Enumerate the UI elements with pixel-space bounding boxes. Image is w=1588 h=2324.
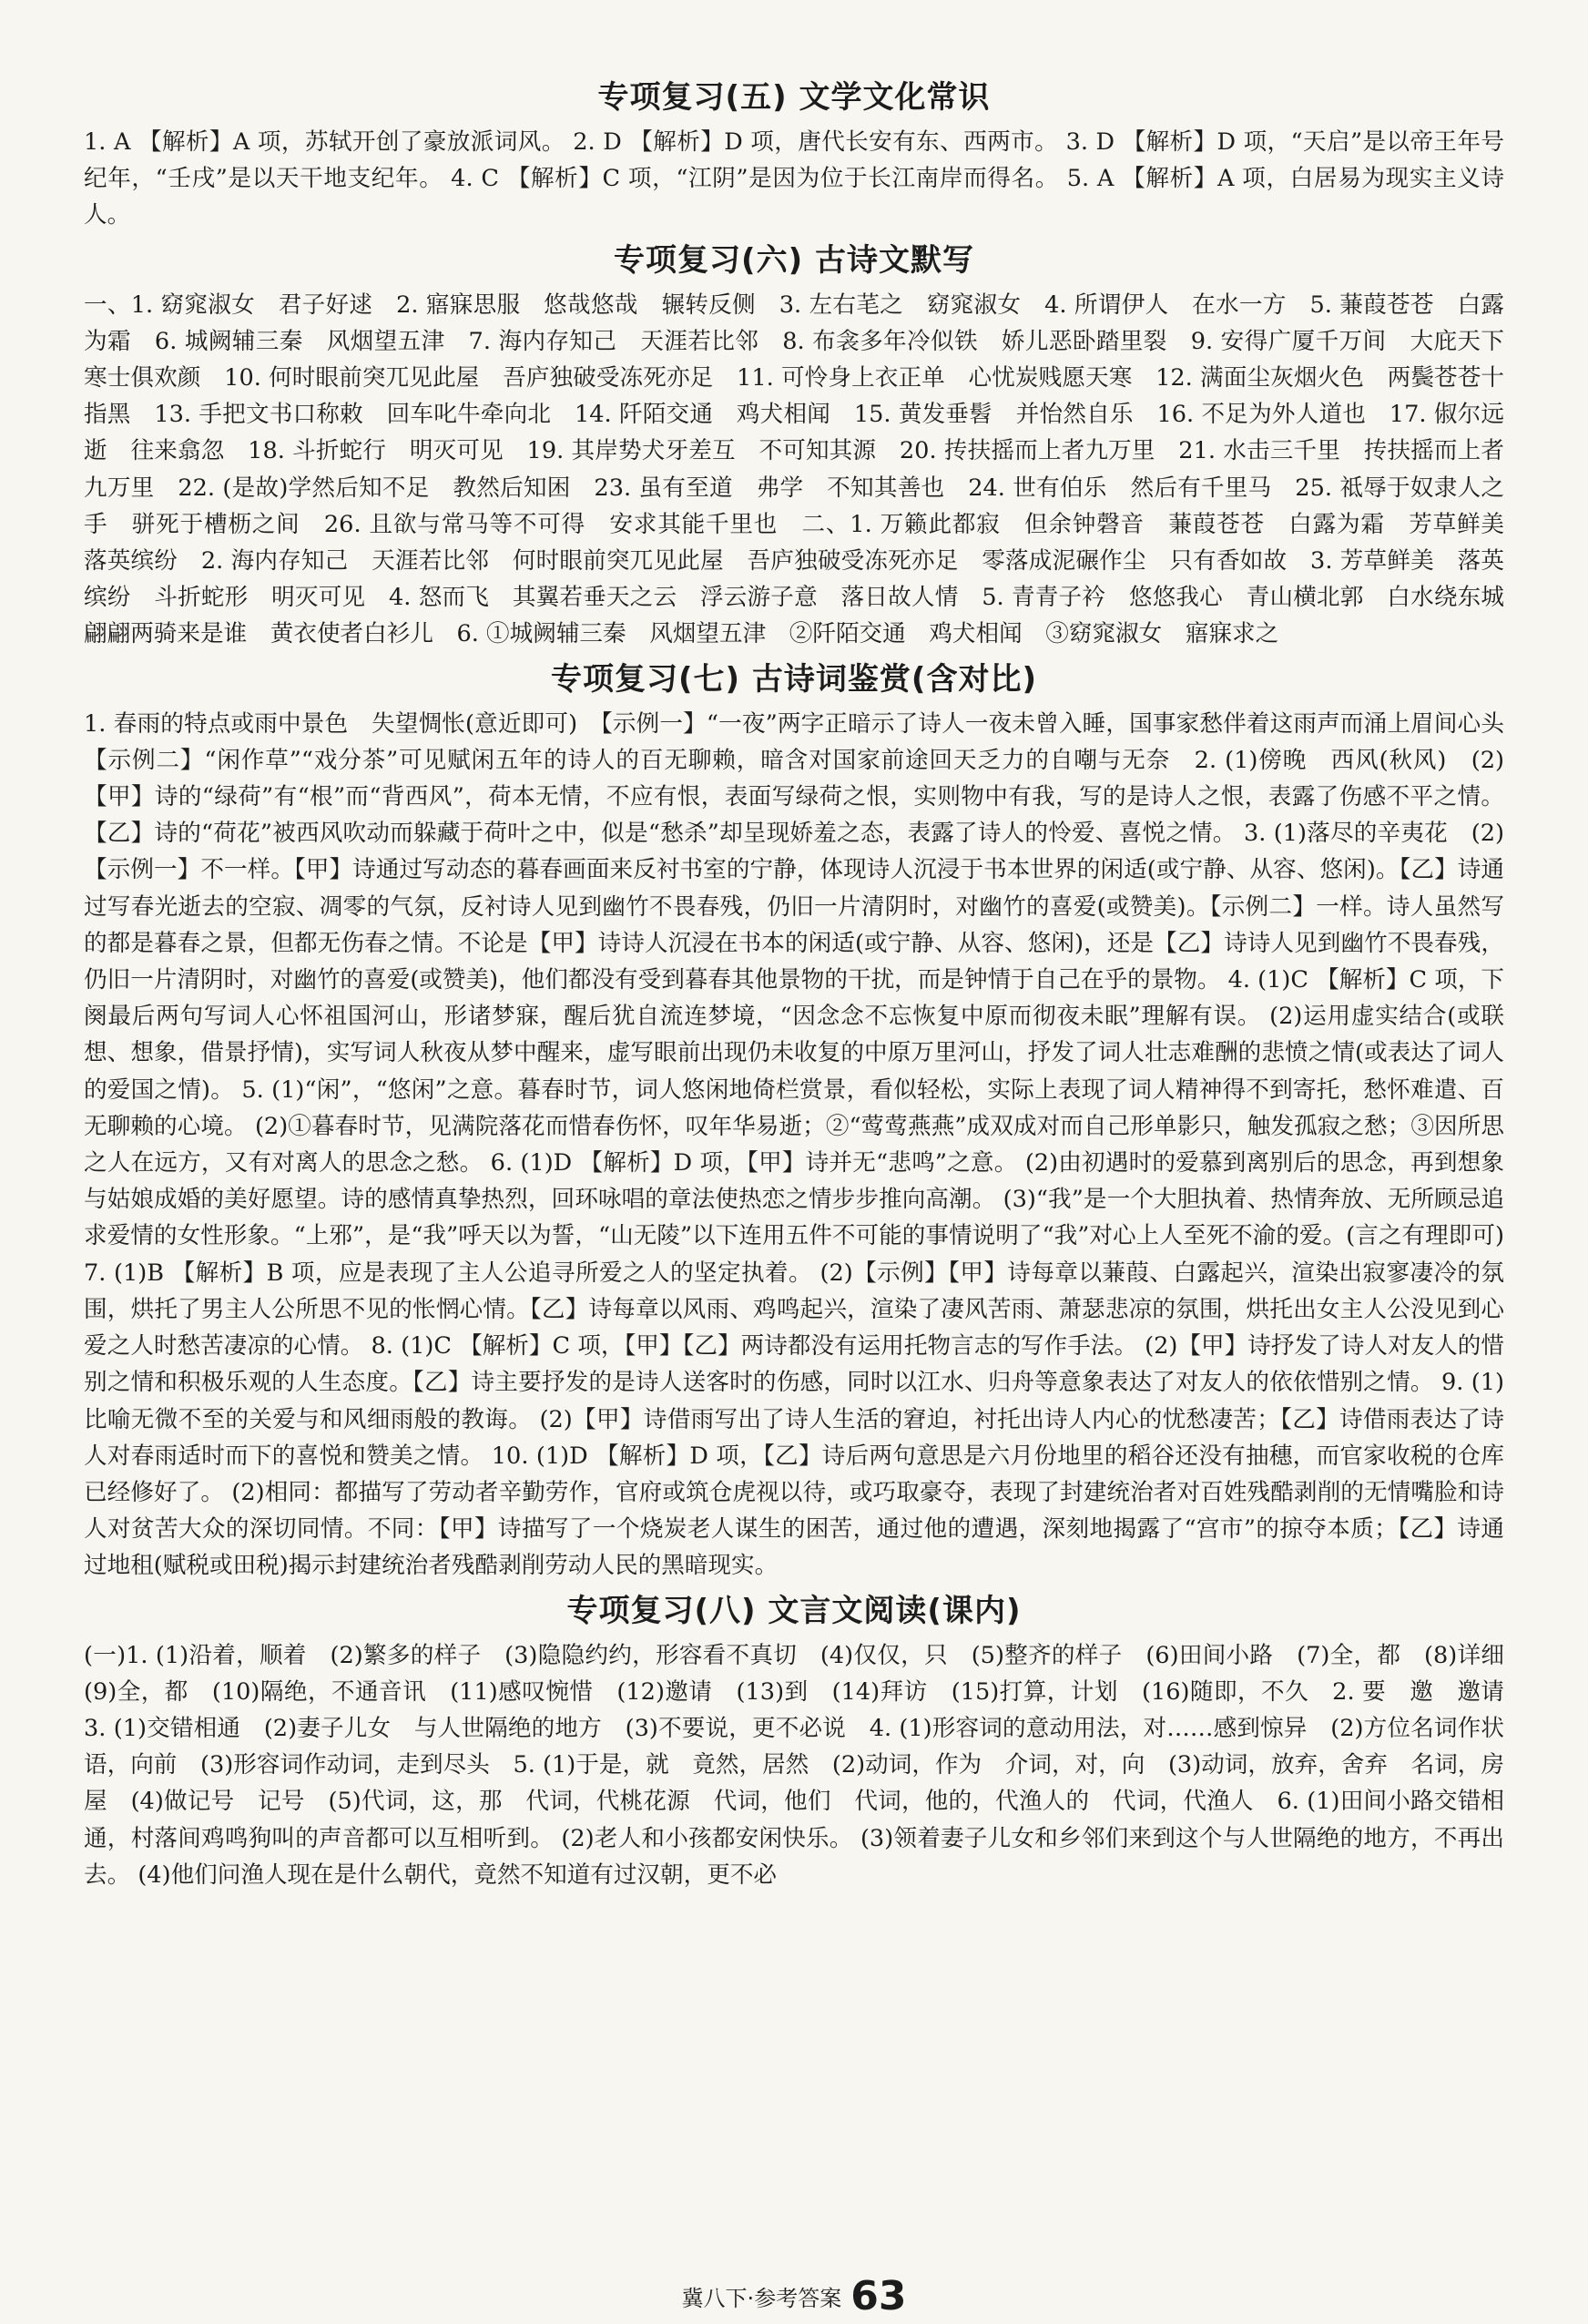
section-text: (一)1. (1)沿着，顺着 (2)繁多的样子 (3)隐隐约约，形容看不真切 (4)仅仅，只 (5)整齐的样子 (6)田间小路 (7)全，都 (8)详细 (9)全，都 (10)隔绝，不通音讯 (11)感叹惋惜 (12)邀请 (13)到 (14)拜访 (15)打算，计划 (16)随即，不久 2. 要 邀 邀请 3. (1)交错相通 (2)妻子儿女 与人世隔绝的地方 (3)不要说，更不必说 4. (1)形容词的意动用法，对……感到惊异 (2)方位名词作状语，向前 (3)形容词作动词，走到尽头 5. (1)于是，就 竟然，居然 (2)动词，作为 介词，对，向 (3)动词，放弃，舍弃 名词，房屋 (4)做记号 记号 (5)代词，这，那 代词，代桃花源 代词，他们 代词，他的，代渔人的 代词，代渔人 6. (1)田间小路交错相通，村落间鸡鸣狗叫的声音都可以互相听到。 (2)老人和小孩都安闲快乐。 (3)领着妻子儿女和乡邻们来到这个与人世隔绝的地方，不再出去。 (4)他们问渔人现在是什么朝代，竟然不知道有过汉朝，更不必 bbox=[84, 1641, 1528, 1889]
answer-page bbox=[84, 73, 1528, 2258]
section-text: 1. 春雨的特点或雨中景色 失望惆怅(意近即可) 【示例一】“一夜”两字正暗示了诗人一夜未曾入睡，国事家愁伴着这雨声而涌上眉间心头 【示例二】“闲作草”“戏分茶”可见赋闲五年的诗人的百无聊赖，暗含对国家前途回天乏力的自嘲与无奈 2. (1)傍晚 西风(秋风) (2)【甲】诗的“绿荷”有“根”而“背西风”，荷本无情，不应有恨，表面写绿荷之恨，实则物中有我，写的是诗人之恨，表露了伤感不平之情。【乙】诗的“荷花”被西风吹动而躲藏于荷叶之中，似是“愁杀”却呈现娇羞之态，表露了诗人的怜爱、喜悦之情。 3. (1)落尽的辛夷花 (2)【示例一】不一样。【甲】诗通过写动态的暮春画面来反衬书室的宁静，体现诗人沉浸于书本世界的闲适(或宁静、从容、悠闲)。【乙】诗通过写春光逝去的空寂、凋零的气氛，反衬诗人见到幽竹不畏春残，仍旧一片清阴时，对幽竹的喜爱(或赞美)。【示例二】一样。诗人虽然写的都是暮春之景，但都无伤春之情。不论是【甲】诗诗人沉浸在书本的闲适(或宁静、从容、悠闲)，还是【乙】诗诗人见到幽竹不畏春残，仍旧一片清阴时，对幽竹的喜爱(或赞美)，他们都没有受到暮春其他景物的干扰，而是钟情于自己在乎的景物。 4. (1)C 【解析】C 项，下阕最后两句写词人心怀祖国河山，形诸梦寐，醒后犹自流连梦境，“因念念不忘恢复中原而彻夜未眠”理解有误。 (2)运用虚实结合(或联想、想象，借景抒情)，实写词人秋夜从梦中醒来，虚写眼前出现仍未收复的中原万里河山，抒发了词人壮志难酬的悲愤之情(或表达了词人的爱国之情)。 5. (1)“闲”，“悠闲”之意。暮春时节，词人悠闲地倚栏赏景，看似轻松，实际上表现了词人精神得不到寄托，愁怀难遣、百无聊赖的心境。 (2)①暮春时节，见满院落花而惜春伤怀，叹年华易逝；②“莺莺燕燕”成双成对而自己形单影只，触发孤寂之愁；③因所思之人在远方，又有对离人的思念之愁。 6. (1)D 【解析】D 项，【甲】诗并无“悲鸣”之意。 (2)由初遇时的爱慕到离别后的思念，再到想象与姑娘成婚的美好愿望。诗的感情真挚热烈，回环咏唱的章法使热恋之情步步推向高潮。 (3)“我”是一个大胆执着、热情奔放、无所顾忌追求爱情的女性形象。“上邪”，是“我”呼天以为誓，“山无陵”以下连用五件不可能的事情说明了“我”对心上人至死不渝的爱。(言之有理即可) 7. (1)B 【解析】B 项，应是表现了主人公追寻所爱之人的坚定执着。 (2)【示例】【甲】诗每章以蒹葭、白露起兴，渲染出寂寥凄冷的氛围，烘托了男主人公所思不见的怅惘心情。【乙】诗每章以风雨、鸡鸣起兴，渲染了凄风苦雨、萧瑟悲凉的氛围，烘托出女主人公没见到心爱之人时愁苦凄凉的心情。 8. (1)C 【解析】C 项，【甲】【乙】两诗都没有运用托物言志的写作手法。 (2)【甲】诗抒发了诗人对友人的惜别之情和积极乐观的人生态度。【乙】诗主要抒发的是诗人送客时的伤感，同时以江水、归舟等意象表达了对友人的依依惜别之情。 9. (1)比喻无微不至的关爱与和风细雨般的教诲。 (2)【甲】诗借雨写出了诗人生活的窘迫，衬托出诗人内心的忧愁凄苦；【乙】诗借雨表达了诗人对春雨适时而下的喜悦和赞美之情。 10. (1)D 【解析】D 项，【乙】诗后两句意思是六月份地里的稻谷还没有抽穗，而官家收税的仓库已经修好了。 (2)相同：都描写了劳动者辛勤劳作，官府或筑仓虎视以待，或巧取豪夺，表现了封建统治者对百姓残酷剥削的无情嘴脸和诗人对贫苦大众的深切同情。不同：【甲】诗描写了一个烧炭老人谋生的困苦，通过他的遭遇，深刻地揭露了“宫市”的掠夺本质；【乙】诗通过地租(赋税或田税)揭示封建统治者残酷剥削劳动人民的黑暗现实。 bbox=[84, 709, 1528, 1580]
page-footer bbox=[0, 2273, 1588, 2319]
section-8 bbox=[84, 1586, 1528, 1893]
footer-label: 冀八下·参考答案 bbox=[681, 2286, 842, 2311]
section-text: 1. A 【解析】A 项，苏轼开创了豪放派词风。 2. D 【解析】D 项，唐代长安有东、西两市。 3. D 【解析】D 项，“天启”是以帝王年号纪年，“壬戌”是以天干地支纪年。 4. C 【解析】C 项，“江阴”是因为位于长江南岸而得名。 5. A 【解析】A 项，白居易为现实主义诗人。 bbox=[84, 128, 1504, 229]
section-7 bbox=[84, 655, 1528, 1585]
page-number: 63 bbox=[850, 2273, 907, 2319]
section-text: 一、1. 窈窕淑女 君子好逑 2. 寤寐思服 悠哉悠哉 辗转反侧 3. 左右芼之 窈窕淑女 4. 所谓伊人 在水一方 5. 蒹葭苍苍 白露为霜 6. 城阙辅三秦 风烟望五津 7. 海内存知己 天涯若比邻 8. 布衾多年冷似铁 娇儿恶卧踏里裂 9. 安得广厦千万间 大庇天下寒士俱欢颜 10. 何时眼前突兀见此屋 吾庐独破受冻死亦足 11. 可怜身上衣正单 心忧炭贱愿天寒 12. 满面尘灰烟火色 两鬓苍苍十指黑 13. 手把文书口称敕 回车叱牛牵向北 14. 阡陌交通 鸡犬相闻 15. 黄发垂髫 并怡然自乐 16. 不足为外人道也 17. 俶尔远逝 往来翕忽 18. 斗折蛇行 明灭可见 19. 其岸势犬牙差互 不可知其源 20. 抟扶摇而上者九万里 21. 水击三千里 抟扶摇而上者九万里 22. (是故)学然后知不足 教然后知困 23. 虽有至道 弗学 不知其善也 24. 世有伯乐 然后有千里马 25. 祗辱于奴隶人之手 骈死于槽枥之间 26. 且欲与常马等不可得 安求其能千里也 二、1. 万籁此都寂 但余钟磬音 蒹葭苍苍 白露为霜 芳草鲜美 落英缤纷 2. 海内存知己 天涯若比邻 何时眼前突兀见此屋 吾庐独破受冻死亦足 零落成泥碾作尘 只有香如故 3. 芳草鲜美 落英缤纷 斗折蛇形 明灭可见 4. 怒而飞 其翼若垂天之云 浮云游子意 落日故人情 5. 青青子衿 悠悠我心 青山横北郭 白水绕东城 翩翩两骑来是谁 黄衣使者白衫儿 6. ①城阙辅三秦 风烟望五津 ②阡陌交通 鸡犬相闻 ③窈窕淑女 寤寐求之 bbox=[84, 290, 1528, 648]
section-title: 专项复习(六) 古诗文默写 bbox=[614, 241, 974, 279]
section-5 bbox=[84, 73, 1504, 234]
section-title: 专项复习(五) 文学文化常识 bbox=[597, 79, 991, 116]
section-title: 专项复习(八) 文言文阅读(课内) bbox=[566, 1592, 1022, 1629]
section-6 bbox=[84, 236, 1528, 653]
section-title: 专项复习(七) 古诗词鉴赏(含对比) bbox=[551, 660, 1037, 698]
